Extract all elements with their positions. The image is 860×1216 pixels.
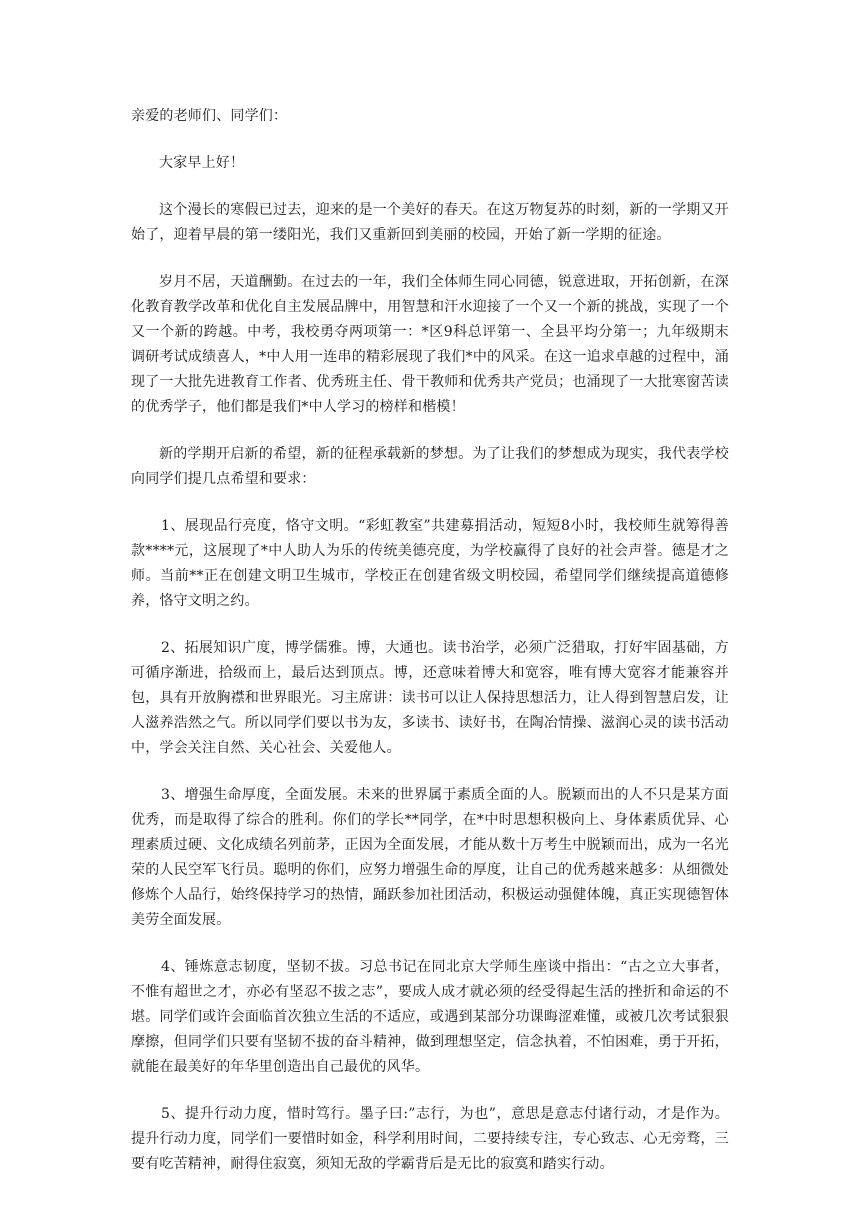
paragraph-hopes: 新的学期开启新的希望，新的征程承载新的梦想。为了让我们的梦想成为现实，我代表学校向同学们提几点希望和要求： xyxy=(131,446,729,487)
paragraph-point-4: 4、锤炼意志韧度，坚韧不拔。习总书记在同北京大学师生座谈中指出：“古之立大事者，不惟有超世之才，亦必有坚忍不拔之志”，要成人成才就必须的经受得起生活的挫折和命运的不堪。同学们或许会面临首次独立生活的不适应，或遇到某部分功课晦涩难懂，或被几次考试狠狠摩擦，但同学们只要有坚韧不拔的奋斗精神，做到理想坚定，信念执着，不怕困难，勇于开拓，就能在最美好的年华里创造出自己最优的风华。 xyxy=(131,959,729,1075)
salutation: 亲爱的老师们、同学们： xyxy=(131,108,288,124)
paragraph-point-1: 1、展现品行亮度，恪守文明。“彩虹教室”共建募捐活动，短短8小时，我校师生就筹得善款****元，这展现了*中人助人为乐的传统美德亮度，为学校赢得了良好的社会声誉。德是才之师。当前**正在创建文明卫生城市，学校正在创建省级文明校园，希望同学们继续提高道德修养，恪守文明之约。 xyxy=(131,518,729,609)
paragraph-review: 岁月不居，天道酬勤。在过去的一年，我们全体师生同心同德，锐意进取，开拓创新，在深化教育教学改革和优化自主发展品牌中，用智慧和汗水迎接了一个又一个新的挑战，实现了一个又一个新的跨越。中考，我校勇夺两项第一：*区9科总评第一、全县平均分第一；九年级期末调研考试成绩喜人，*中人用一连串的精彩展现了我们*中的风采。在这一追求卓越的过程中，涌现了一大批先进教育工作者、优秀班主任、骨干教师和优秀共产党员；也涌现了一大批寒窗苦读的优秀学子，他们都是我们*中人学习的榜样和楷模！ xyxy=(131,274,729,415)
speech-body xyxy=(131,104,729,1199)
paragraph-point-3: 3、增强生命厚度，全面发展。未来的世界属于素质全面的人。脱颖而出的人不只是某方面优秀，而是取得了综合的胜利。你们的学长**同学，在*中时思想积极向上、身体素质优异、心理素质过硬、文化成绩名列前茅，正因为全面发展，才能从数十万考生中脱颖而出，成为一名光荣的人民空军飞行员。聪明的你们，应努力增强生命的厚度，让自己的优秀越来越多：从细微处修炼个人品行，始终保持学习的热情，踊跃参加社团活动，积极运动强健体魄，真正实现德智体美劳全面发展。 xyxy=(131,787,729,928)
greeting: 大家早上好！ xyxy=(159,155,245,171)
paragraph-point-5: 5、提升行动力度，惜时笃行。墨子曰:”志行，为也”，意思是意志付诸行动，才是作为。提升行动力度，同学们一要惜时如金，科学利用时间，二要持续专注，专心致志、心无旁骛，三要有吃苦精神，耐得住寂寞，须知无敌的学霸背后是无比的寂寞和踏实行动。 xyxy=(131,1106,729,1172)
paragraph-intro: 这个漫长的寒假已过去，迎来的是一个美好的春天。在这万物复苏的时刻，新的一学期又开始了，迎着早晨的第一缕阳光，我们又重新回到美丽的校园，开始了新一学期的征途。 xyxy=(131,202,729,243)
paragraph-point-2: 2、拓展知识广度，博学儒雅。博，大通也。读书治学，必须广泛猎取，打好牢固基础，方可循序渐进，拾级而上，最后达到顶点。博，还意味着博大和宽容，唯有博大宽容才能兼容并包，具有开放胸襟和世界眼光。习主席讲：读书可以让人保持思想活力，让人得到智慧启发，让人滋养浩然之气。所以同学们要以书为友，多读书、读好书，在陶冶情操、滋润心灵的读书活动中，学会关注自然、关心社会、关爱他人。 xyxy=(131,640,729,756)
